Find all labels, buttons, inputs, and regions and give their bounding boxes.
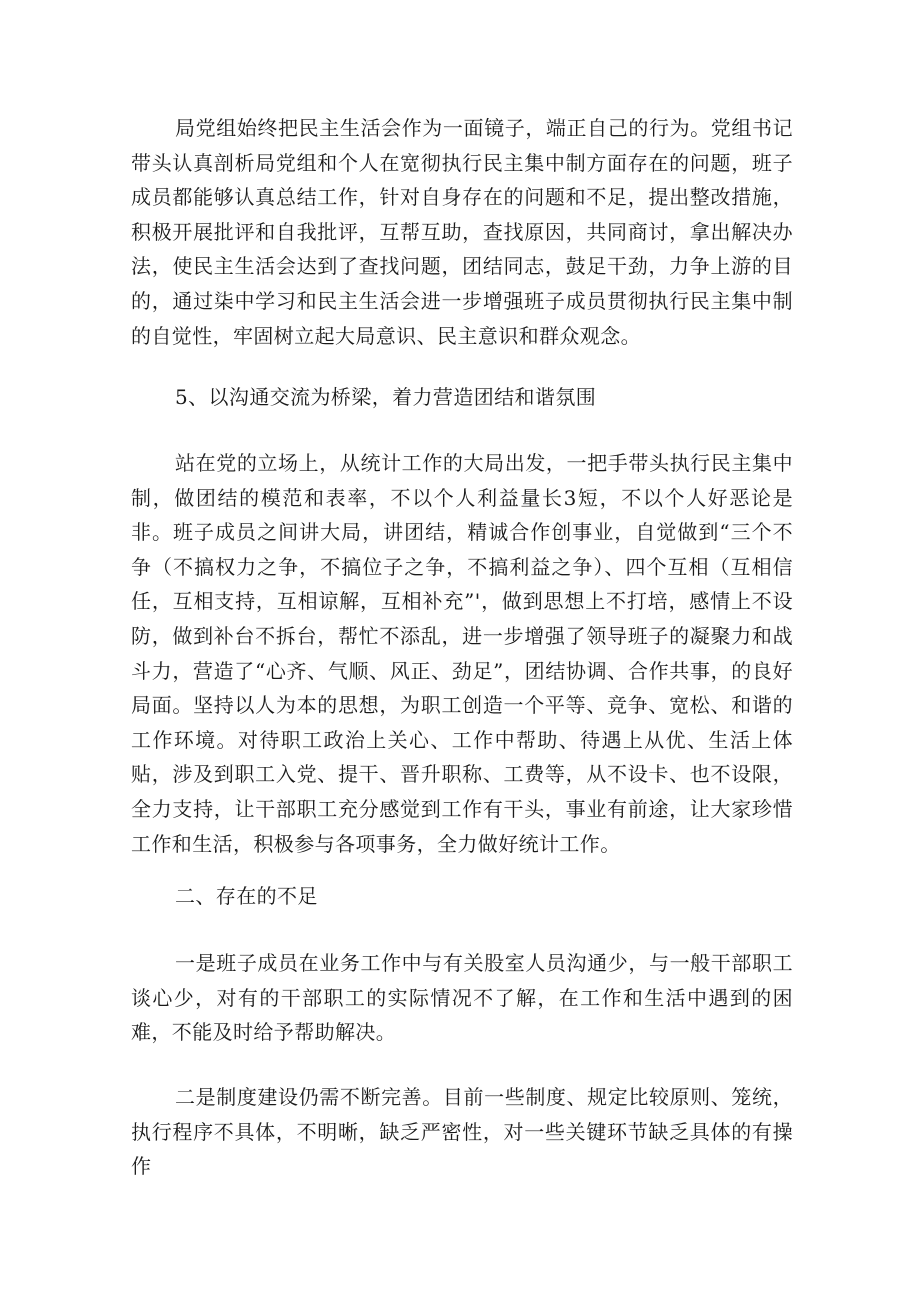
heading-shortcomings: 二、存在的不足 <box>175 884 318 908</box>
paragraph-shortfall-system-building: 二是制度建设仍需不断完善。目前一些制度、规定比较原则、笼统，执行程序不具体，不明晰，缺乏严密性，对一些关键环节缺乏具体的有操作 <box>131 1085 793 1179</box>
paragraph-democratic-life-meeting: 局党组始终把民主生活会作为一面镜子，端正自己的行为。党组书记带头认真剖析局党组和个人在宽彻执行民主集中制方面存在的问题，班子成员都能够认真总结工作，针对自身存在的问题和不足，提出整改措施，积极开展批评和自我批评，互帮互助，查找原因，共同商讨，拿出解决办法，使民主生活会达到了查找问题，团结同志，鼓足干劲，力争上游的目的，通过柒中学习和民主生活会进一步增强班子成员贯彻执行民主集中制的自觉性，牢固树立起大局意识、民主意识和群众观念。 <box>131 116 793 348</box>
paragraph-shortfall-communication: 一是班子成员在业务工作中与有关股室人员沟通少，与一般干部职工谈心少，对有的干部职工的实际情况不了解，在工作和生活中遇到的困难，不能及时给予帮助解决。 <box>131 951 793 1045</box>
paragraph-unity-harmony: 站在党的立场上，从统计工作的大局出发，一把手带头执行民主集中制，做团结的模范和表率，不以个人利益量长3短，不以个人好恶论是非。班子成员之间讲大局，讲团结，精诚合作创事业，自觉做到“三个不争（不搞权力之争，不搞位子之争，不搞利益之争）、四个互相（互相信任，互相支持，互相谅解，互相补充”'，做到思想上不打培，感情上不设防，做到补台不拆台，帮忙不添乱，进一步增强了领导班子的凝聚力和战斗力，营造了“心齐、气顺、风正、劲足”，团结协调、合作共事，的良好局面。坚持以人为本的思想，为职工创造一个平等、竞争、宽松、和谐的工作环境。对待职工政治上关心、工作中帮助、待遇上从优、生活上体贴，涉及到职工入党、提干、晋升职称、工费等，从不设卡、也不设限，全力支持，让干部职工充分感觉到工作有干头，事业有前途，让大家珍惜工作和生活，积极参与各项事务，全力做好统计工作。 <box>131 451 793 856</box>
heading-communication-bridge: 5、以沟通交流为桥梁，着力营造团结和谐氛围 <box>175 385 597 409</box>
